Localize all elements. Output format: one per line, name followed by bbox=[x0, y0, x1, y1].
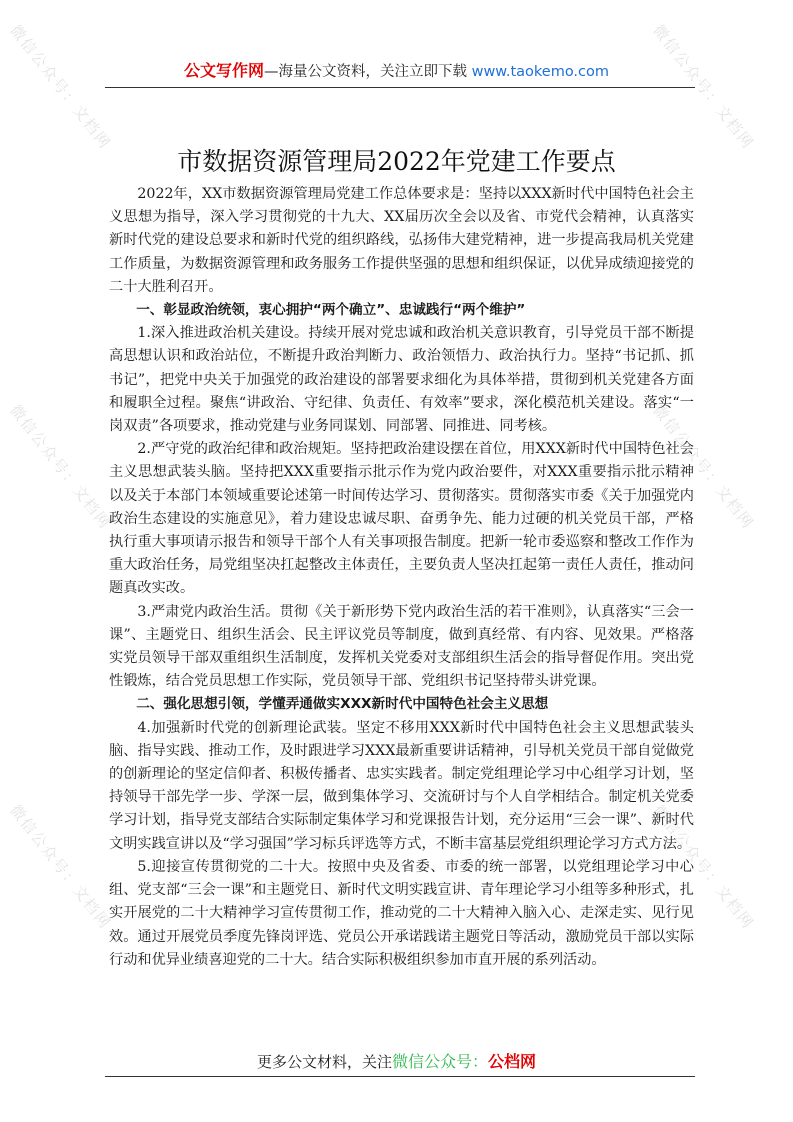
watermark-text: 微信公众号：文档网 bbox=[649, 21, 758, 153]
header-tagline: —海量公文资料，关注立即下载 bbox=[263, 64, 472, 80]
page-footer bbox=[0, 1049, 793, 1072]
body-paragraph: 5.迎接宣传贯彻党的二十大。按照中央及省委、市委的统一部署，以党组理论学习中心组、党支部“三会一课”和主题党日、新时代文明实践宣讲、青年理论学习小组等多种形式，扎实开展党的二十大精神学习宣传贯彻工作，推动党的二十大精神入脑入心、走深走实、见行见效。通过开展党员季度先锋岗评选、党员公开承诺践诺主题党日等活动，激励党员干部以实际行动和优异业绩喜迎党的二十大。结合实际积极组织参加市直开展的系列活动。 bbox=[109, 858, 694, 968]
header-url-link[interactable]: www.taokemo.com bbox=[471, 64, 610, 80]
body-paragraph: 3.严肃党内政治生活。贯彻《关于新形势下党内政治生活的若干准则》，认真落实“三会一课”、主题党日、组织生活会、民主评议党员等制度，做到真经常、有内容、见效果。严格落实党员领导干部双重组织生活制度，发挥机关党委对支部组织生活会的指导督促作用。突出党性锻炼，结合党员思想工作实际，党员领导干部、党组织书记坚持带头讲党课。 bbox=[109, 603, 694, 690]
section-heading: 二、强化思想引领，学懂弄通做实XXX新时代中国特色社会主义思想 bbox=[136, 696, 549, 713]
header-brand: 公文写作网 bbox=[183, 61, 264, 80]
body-paragraph: 2022年，XX市数据资源管理局党建工作总体要求是：坚持以XXX新时代中国特色社会主义思想为指导，深入学习贯彻党的十九大、XX届历次全会以及省、市党代会精神，认真落实新时代党的建设总要求和新时代党的组织路线，弘扬伟大建党精神，进一步提高我局机关党建工作质量，为数据资源管理和政务服务工作提供坚强的思想和组织保证，以优异成绩迎接党的二十大胜利召开。 bbox=[109, 186, 694, 295]
watermark-text: 微信公众号：文档网 bbox=[649, 401, 758, 533]
body-paragraph: 1.深入推进政治机关建设。持续开展对党忠诚和政治机关意识教育，引导党员干部不断提高思想认识和政治站位，不断提升政治判断力、政治领悟力、政治执行力。坚持“书记抓、抓书记”，把党中央关于加强党的政治建设的部署要求细化为具体举措，贯彻到机关党建各方面和履职全过程。聚焦“讲政治、守纪律、负责任、有效率”要求，深化模范机关建设。落实“一岗双责”各项要求，推动党建与业务同谋划、同部署、同推进、同考核。 bbox=[109, 325, 694, 435]
watermark-text: 微信公众号：文档网 bbox=[6, 801, 115, 933]
document-title: 市数据资源管理局2022年党建工作要点 bbox=[177, 147, 616, 176]
section-heading: 一、彰显政治统领，衷心拥护“两个确立”、忠诚践行“两个维护” bbox=[136, 302, 526, 319]
body-paragraph: 2.严守党的政治纪律和政治规矩。坚持把政治建设摆在首位，用XXX新时代中国特色社会主义思想武装头脑。坚持把XXX重要指示批示作为党内政治要件，对XXX重要指示批示精神以及关于本部门本领域重要论述第一时间传达学习、贯彻落实。贯彻落实市委《关于加强党内政治生态建设的实施意见》，着力建设忠诚尽职、奋勇争先、能力过硬的机关党员干部，严格执行重大事项请示报告和领导干部个人有关事项报告制度。把新一轮市委巡察和整改工作作为重大政治任务，局党组坚决扛起整改主体责任，主要负责人坚决扛起第一责任人责任，推动问题真改实改。 bbox=[109, 441, 694, 597]
footer-brand: 公档网 bbox=[488, 1052, 537, 1071]
footer-prefix: 更多公文材料，关注 bbox=[256, 1053, 392, 1071]
footer-divider bbox=[105, 1076, 695, 1077]
document-body bbox=[109, 183, 694, 972]
watermark-text: 微信公众号：文档网 bbox=[6, 21, 115, 153]
page-header bbox=[0, 58, 793, 81]
header-divider bbox=[105, 87, 695, 88]
watermark-text: 微信公众号：文档网 bbox=[6, 401, 115, 533]
body-paragraph: 4.加强新时代党的创新理论武装。坚定不移用XXX新时代中国特色社会主义思想武装头脑、指导实践、推动工作，及时跟进学习XXX最新重要讲话精神，引导机关党员干部自觉做党的创新理论的坚定信仰者、积极传播者、忠实实践者。制定党组理论学习中心组学习计划，坚持领导干部先学一步、学深一层，做到集体学习、交流研讨与个人自学相结合。制定机关党委学习计划，指导党支部结合实际制定集体学习和党课报告计划，充分运用“三会一课”、新时代文明实践宣讲以及“学习强国”学习标兵评选等方式，不断丰富基层党组织理论学习方式方法。 bbox=[109, 719, 694, 852]
footer-wechat-label: 微信公众号： bbox=[391, 1052, 488, 1071]
watermark-text: 微信公众号：文档网 bbox=[649, 801, 758, 933]
